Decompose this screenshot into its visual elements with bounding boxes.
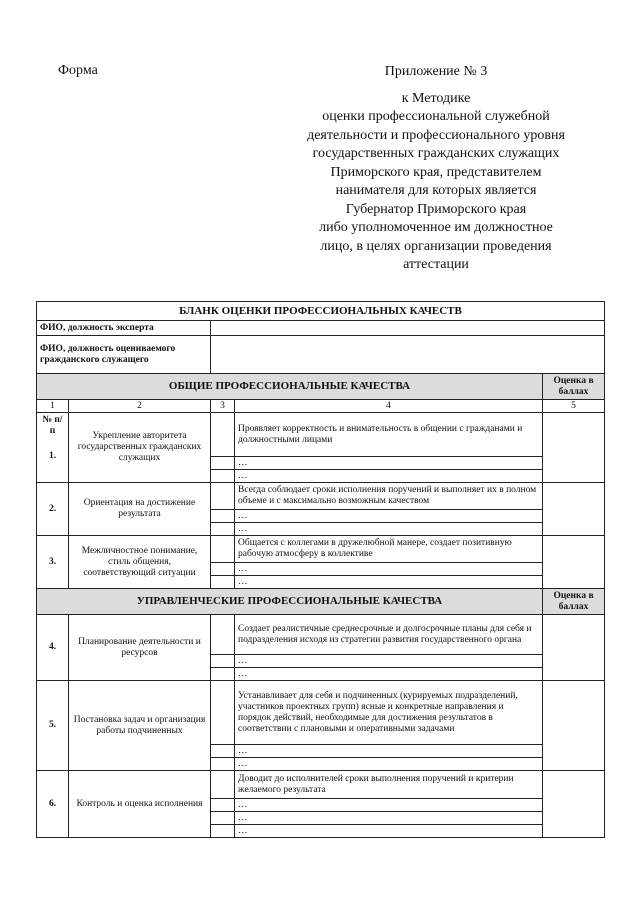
mark-cell[interactable]	[211, 536, 235, 563]
mark-cell[interactable]	[211, 510, 235, 523]
appendix-line: Приморского края, представителем	[330, 164, 542, 180]
row-number	[37, 413, 69, 483]
quality-description: Проявляет корректность и внимательность в общении с гражданами и должностными лицами	[235, 413, 543, 457]
ellipsis-line: …	[235, 576, 543, 589]
ellipsis-line: …	[235, 523, 543, 536]
ellipsis-line: …	[235, 799, 543, 812]
score-cell[interactable]	[543, 536, 605, 589]
evaluated-value-field[interactable]	[211, 336, 605, 374]
quality-description: Создает реалистичные среднесрочные и долгосрочные планы для себя и подразделения исходя из стратегии развития государственного органа	[235, 615, 543, 655]
appendix-line: лицо, в целях организации проведения	[320, 238, 552, 254]
quality-name: Постановка задач и организация работы подчиненных	[69, 681, 211, 771]
quality-description: Устанавливает для себя и подчиненных (курируемых подразделений, участников проектных групп) ясные и конкретные направления и порядок действий, необходимые для достижения результатов в соответствии с плановыми и оперативными задачами	[235, 681, 543, 745]
quality-name: Контроль и оценка исполнения	[69, 771, 211, 838]
mark-cell[interactable]	[211, 483, 235, 510]
row-number: 4.	[37, 615, 69, 681]
quality-name: Планирование деятельности и ресурсов	[69, 615, 211, 681]
appendix-title: Приложение № 3	[384, 64, 488, 79]
form-label: Форма	[58, 63, 98, 78]
mark-cell[interactable]	[211, 668, 235, 681]
appendix-block	[290, 63, 582, 275]
ellipsis-line: …	[235, 812, 543, 825]
ellipsis-line: …	[235, 758, 543, 771]
mark-cell[interactable]	[211, 413, 235, 457]
col-number: 3	[211, 400, 235, 413]
section2-title: УПРАВЛЕНЧЕСКИЕ ПРОФЕССИОНАЛЬНЫЕ КАЧЕСТВА	[37, 589, 543, 615]
score-cell[interactable]	[543, 483, 605, 536]
expert-value-field[interactable]	[211, 321, 605, 336]
score-cell[interactable]	[543, 771, 605, 838]
appendix-line: к Методике	[401, 90, 471, 106]
col-number: 1	[37, 400, 69, 413]
score-cell[interactable]	[543, 413, 605, 483]
evaluation-form-table	[36, 301, 605, 838]
mark-cell[interactable]	[211, 470, 235, 483]
expert-label: ФИО, должность эксперта	[37, 321, 211, 336]
score-header: Оценка в баллах	[543, 374, 605, 400]
row-number: 6.	[37, 771, 69, 838]
ellipsis-line: …	[235, 510, 543, 523]
mark-cell[interactable]	[211, 825, 235, 838]
row-number: 5.	[37, 681, 69, 771]
row-number-value: 1.	[48, 451, 57, 461]
ellipsis-line: …	[235, 563, 543, 576]
mark-cell[interactable]	[211, 563, 235, 576]
mark-cell[interactable]	[211, 576, 235, 589]
col-number: 5	[543, 400, 605, 413]
mark-cell[interactable]	[211, 799, 235, 812]
mark-cell[interactable]	[211, 745, 235, 758]
score-header: Оценка в баллах	[543, 589, 605, 615]
num-header: № п/п	[42, 415, 63, 436]
appendix-line: аттестации	[403, 257, 469, 272]
mark-cell[interactable]	[211, 771, 235, 799]
quality-name: Межличностное понимание, стиль общения, соответствующий ситуации	[69, 536, 211, 589]
ellipsis-line: …	[235, 745, 543, 758]
col-number: 2	[69, 400, 211, 413]
ellipsis-line: …	[235, 825, 543, 838]
form-title: БЛАНК ОЦЕНКИ ПРОФЕССИОНАЛЬНЫХ КАЧЕСТВ	[37, 302, 605, 321]
mark-cell[interactable]	[211, 655, 235, 668]
appendix-line: деятельности и профессионального уровня	[307, 127, 565, 143]
evaluated-label: ФИО, должность оцениваемого гражданского служащего	[37, 336, 211, 374]
quality-name: Ориентация на достижение результата	[69, 483, 211, 536]
row-number: 2.	[37, 483, 69, 536]
row-number: 3.	[37, 536, 69, 589]
appendix-line: либо уполномоченное им должностное	[319, 220, 553, 235]
appendix-line: Губернатор Приморского края	[345, 201, 527, 217]
ellipsis-line: …	[235, 457, 543, 470]
col-number: 4	[235, 400, 543, 413]
quality-description: Всегда соблюдает сроки исполнения поручений и выполняет их в полном объеме и с максимально возможным качеством	[235, 483, 543, 510]
ellipsis-line: …	[235, 470, 543, 483]
appendix-line: оценки профессиональной служебной	[322, 109, 550, 124]
score-cell[interactable]	[543, 615, 605, 681]
section1-title: ОБЩИЕ ПРОФЕССИОНАЛЬНЫЕ КАЧЕСТВА	[37, 374, 543, 400]
ellipsis-line: …	[235, 655, 543, 668]
ellipsis-line: …	[235, 668, 543, 681]
quality-description: Общается с коллегами в дружелюбной манере, создает позитивную рабочую атмосферу в коллективе	[235, 536, 543, 563]
mark-cell[interactable]	[211, 812, 235, 825]
mark-cell[interactable]	[211, 457, 235, 470]
quality-name: Укрепление авторитета государственных гражданских служащих	[69, 413, 211, 483]
mark-cell[interactable]	[211, 758, 235, 771]
appendix-line: государственных гражданских служащих	[312, 146, 560, 161]
mark-cell[interactable]	[211, 681, 235, 745]
mark-cell[interactable]	[211, 615, 235, 655]
appendix-line: нанимателя для которых является	[335, 183, 537, 198]
quality-description: Доводит до исполнителей сроки выполнения поручений и критерии желаемого результата	[235, 771, 543, 799]
mark-cell[interactable]	[211, 523, 235, 536]
score-cell[interactable]	[543, 681, 605, 771]
